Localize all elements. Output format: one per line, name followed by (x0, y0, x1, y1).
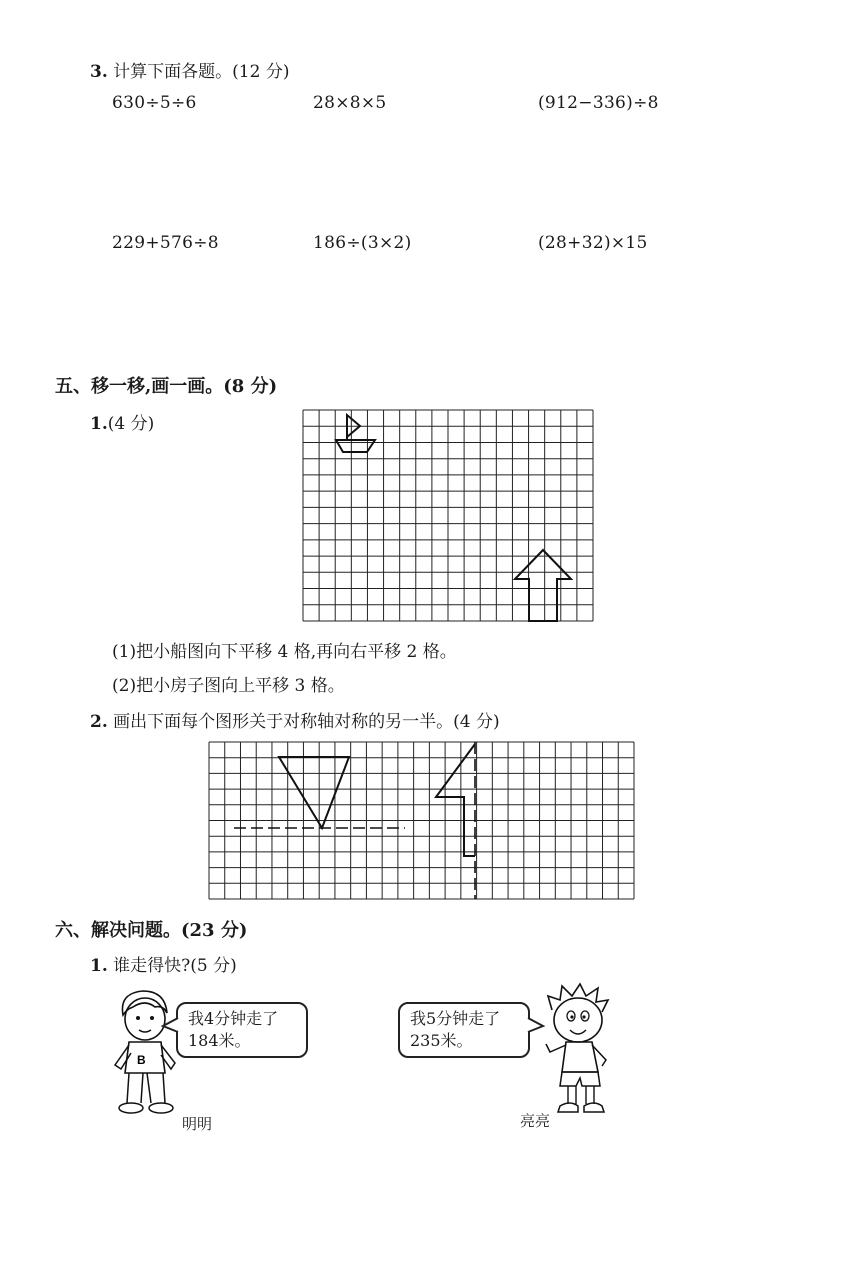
mingming-speech-bubble (176, 1002, 308, 1058)
q3-title: 3. 计算下面各题。(12 分) (90, 62, 290, 82)
expr-r1-c3: (912−336)÷8 (538, 93, 659, 113)
expr-r1-c2: 28×8×5 (313, 93, 387, 113)
arrow-half-shape (436, 744, 475, 856)
liangliang-speech-line2: 235米。 (410, 1031, 473, 1050)
shirt-letter: B (137, 1053, 146, 1067)
liangliang-speech-bubble (398, 1002, 530, 1058)
section5-title: 五、移一移,画一画。(8 分) (55, 376, 278, 397)
mingming-figure (105, 985, 185, 1120)
house-shape (515, 550, 571, 621)
s5-q1-instruction-1: (1)把小船图向下平移 4 格,再向右平移 2 格。 (112, 642, 457, 662)
expr-r2-c2: 186÷(3×2) (313, 233, 412, 253)
mingming-bubble-tail (163, 1018, 179, 1034)
symmetry-grid-lines (209, 742, 634, 899)
mingming-speech-line2: 184米。 (188, 1031, 251, 1050)
liangliang-figure (540, 982, 620, 1122)
s6-q1-label: 1. 谁走得快?(5 分) (90, 956, 237, 976)
section6-title: 六、解决问题。(23 分) (55, 920, 248, 941)
s5-q1-instruction-2: (2)把小房子图向上平移 3 格。 (112, 676, 345, 696)
boat-shape (336, 415, 375, 452)
mingming-name: 明明 (182, 1115, 213, 1133)
translation-grid (303, 410, 593, 621)
expr-r2-c3: (28+32)×15 (538, 233, 648, 253)
liangliang-speech-line1: 我5分钟走了 (410, 1009, 501, 1028)
liangliang-name: 亮亮 (520, 1112, 551, 1130)
expr-r1-c1: 630÷5÷6 (112, 93, 197, 113)
s5-q1-label: 1.(4 分) (90, 414, 155, 434)
s5-q2-label: 2. 画出下面每个图形关于对称轴对称的另一半。(4 分) (90, 712, 500, 732)
expr-r2-c1: 229+576÷8 (112, 233, 219, 253)
triangle-half-shape (279, 757, 349, 828)
symmetry-grid (209, 742, 634, 899)
translation-grid-lines (303, 410, 593, 621)
mingming-speech-line1: 我4分钟走了 (188, 1009, 279, 1028)
